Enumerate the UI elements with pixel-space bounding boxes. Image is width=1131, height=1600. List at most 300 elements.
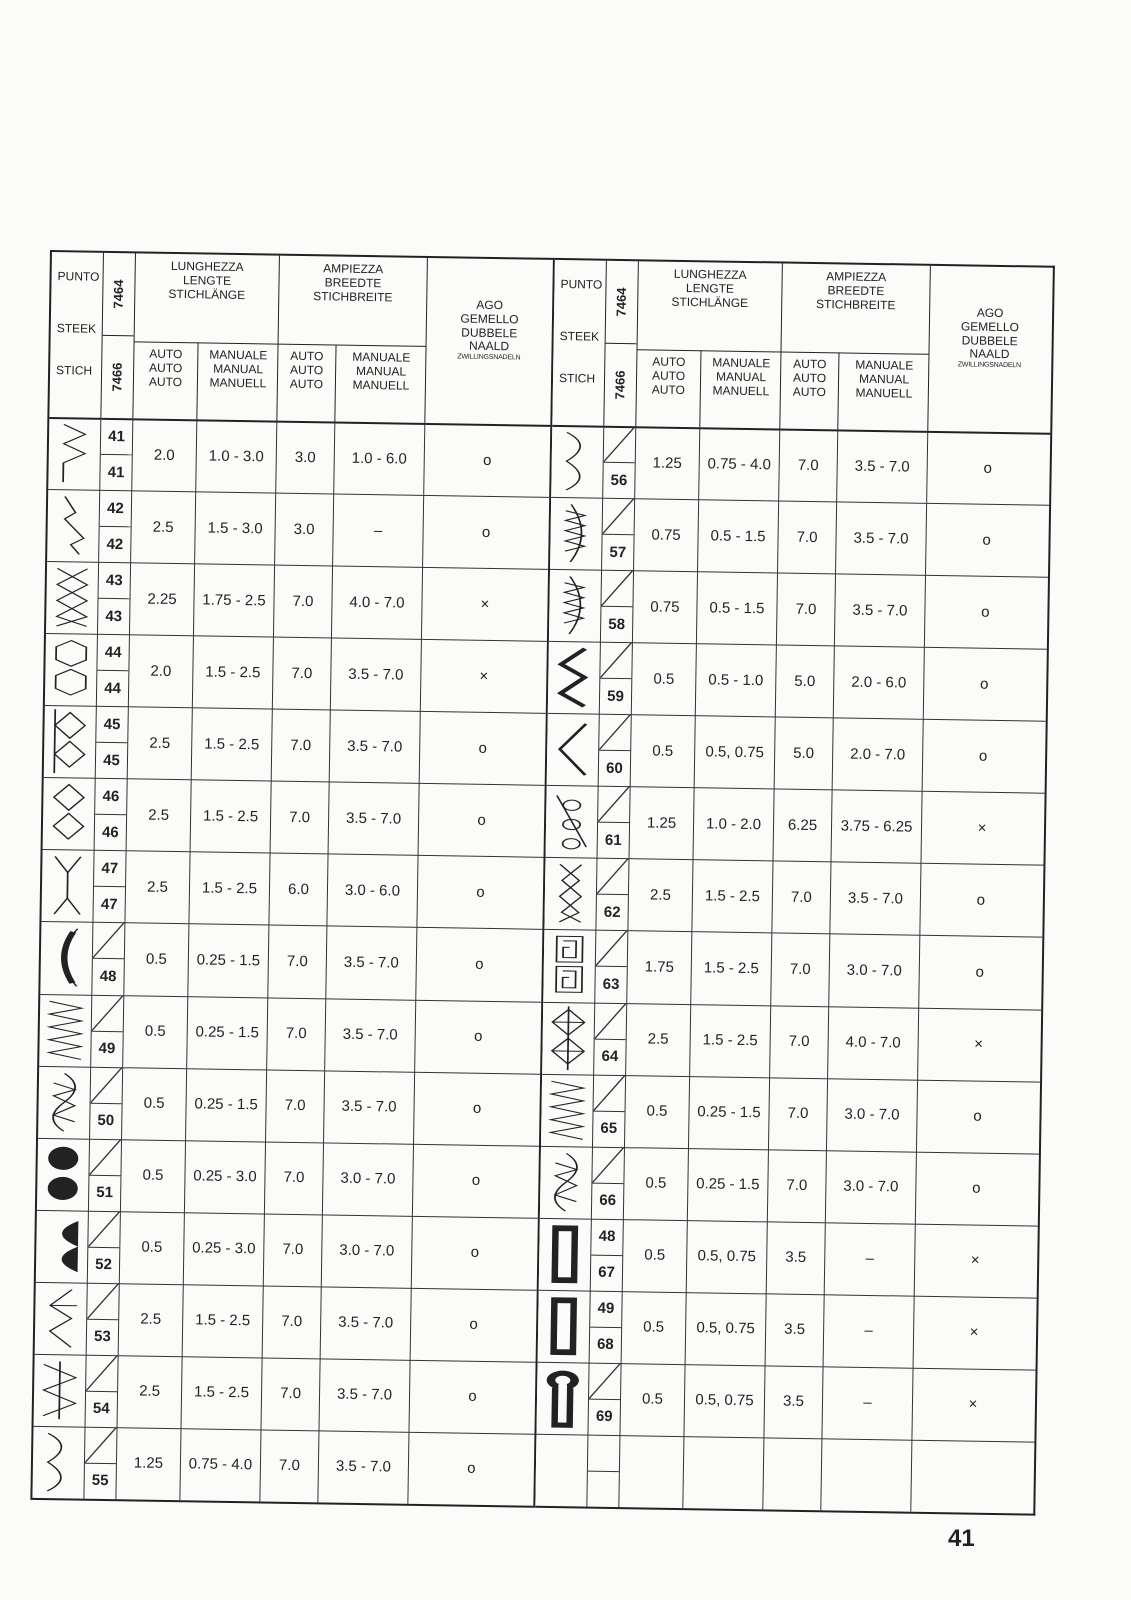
stitch-length-auto-subheader [636, 349, 701, 427]
table-row [549, 569, 1048, 650]
length-manual-value: 0.75 - 4.0 [707, 454, 772, 473]
stitch-length-title-line: LUNGHEZZA [673, 266, 747, 282]
manual-label: MANUALE [352, 349, 411, 365]
width-manual-value-cell [835, 574, 926, 647]
width-manual-value: 3.5 - 7.0 [852, 601, 908, 620]
length-manual-value-cell [187, 996, 268, 1069]
stitch-pattern-cell [550, 497, 603, 570]
length-auto-value-cell [627, 931, 692, 1004]
twin-needle-value [911, 1440, 1032, 1514]
stitch-pattern-cell [543, 929, 596, 1002]
width-auto-value-cell [767, 1221, 826, 1294]
stitch-pattern-cell [539, 1218, 592, 1291]
length-manual-value: 1.0 - 2.0 [705, 815, 762, 834]
width-auto-value: 5.0 [793, 744, 815, 762]
stitch-number-7464 [592, 1146, 624, 1184]
stitch-number-7466: 59 [607, 687, 625, 705]
width-manual-value-cell [333, 494, 424, 567]
width-manual-value: 3.5 - 7.0 [345, 809, 402, 828]
length-auto-value: 0.5 [641, 1390, 664, 1409]
width-auto-value-cell [769, 1077, 828, 1150]
honeycomb-stitch-icon [49, 637, 93, 702]
width-manual-value-cell [323, 1142, 414, 1215]
manual-label: MANUELL [855, 385, 913, 401]
width-auto-value-cell [777, 573, 836, 646]
table-row [538, 1290, 1037, 1371]
width-manual-value-cell [831, 790, 922, 863]
wave-satin-icon [544, 1150, 588, 1215]
length-manual-value-cell [688, 1148, 769, 1221]
width-manual-value-cell [332, 566, 423, 639]
stitch-number-cell [87, 1283, 120, 1356]
model-column-header [101, 253, 136, 418]
stitch-number-7464 [86, 1355, 118, 1393]
stitch-pattern-cell [546, 785, 599, 858]
stitch-number-cell [84, 1427, 117, 1500]
length-manual-value-cell [192, 708, 273, 781]
stitch-number-7466: 57 [609, 543, 627, 561]
stitch-number-7464 [92, 994, 124, 1032]
width-auto-value: 7.0 [284, 1096, 306, 1115]
twin-needle-value-cell [920, 863, 1041, 937]
width-manual-value: 3.0 - 7.0 [846, 961, 902, 980]
auto-label: AUTO [148, 360, 183, 375]
table-row [45, 633, 547, 714]
stitch-number-7466: 47 [100, 895, 118, 914]
width-auto-value-cell [267, 997, 326, 1070]
twin-needle-value-cell [912, 1368, 1033, 1442]
wave-satin-icon [42, 1070, 86, 1135]
width-manual-value-cell [837, 429, 928, 502]
stitch-length-title-line: STICHLÄNGE [168, 286, 246, 302]
width-manual-value-cell [325, 998, 416, 1071]
width-auto-value-cell [262, 1357, 321, 1430]
length-auto-value: 0.75 [650, 598, 680, 616]
twin-needle-title-line: DUBBELE [461, 325, 518, 340]
stitch-pattern-cell [46, 561, 99, 634]
twin-needle-title-line: NAALD [468, 338, 510, 354]
width-auto-value: 7.0 [278, 1457, 300, 1475]
feather-x-icon [46, 853, 90, 918]
length-manual-value-cell [195, 491, 276, 564]
stitch-length-header [636, 261, 783, 428]
stitch-number-7466: 67 [598, 1264, 615, 1282]
auto-label: AUTO [289, 376, 324, 391]
model-7466-label: 7466 [611, 370, 628, 400]
width-auto-value-cell [265, 1141, 324, 1214]
twin-needle-value-cell [414, 1071, 540, 1145]
stitch-pattern-cell [48, 417, 101, 490]
width-auto-value-cell [266, 1069, 325, 1142]
width-manual-value: 3.0 - 7.0 [844, 1105, 900, 1124]
stitch-number-7466: 68 [596, 1336, 614, 1354]
table-row [542, 1001, 1041, 1082]
stitch-pattern-cell [39, 993, 92, 1066]
stitch-pattern-cell [551, 425, 604, 498]
width-manual-value: 2.0 - 7.0 [850, 745, 906, 764]
stitch-width-title-line: BREEDTE [324, 275, 382, 291]
twin-needle-value: o [470, 1243, 480, 1262]
stitch-number-7466: 41 [107, 463, 125, 481]
twin-needle-value: o [475, 955, 484, 973]
twin-needle-value-cell [408, 1432, 534, 1506]
stitch-number-cell [99, 490, 132, 563]
stitch-number-cell [88, 1210, 121, 1283]
length-manual-value-cell [180, 1428, 261, 1501]
stitch-pattern-cell [32, 1426, 85, 1499]
length-auto-value-cell [635, 426, 700, 499]
length-manual-value: 0.25 - 1.5 [196, 951, 261, 970]
length-auto-value-cell [123, 995, 188, 1068]
length-auto-value: 1.25 [652, 454, 682, 472]
stitch-pattern-cell [47, 489, 100, 562]
label-steek: STEEK [56, 321, 97, 336]
width-auto-value-cell [778, 501, 837, 574]
stitch-number-7466: 58 [608, 615, 626, 633]
stitch-number-cell [89, 1138, 122, 1211]
twin-needle-value: o [972, 1179, 981, 1197]
width-manual-value-cell [319, 1358, 410, 1431]
twin-needle-value-cell [412, 1216, 538, 1290]
keyhole-buttonhole-icon [541, 1366, 585, 1431]
table-row [41, 849, 543, 930]
page-number: 41 [948, 1525, 975, 1552]
scallop-satin-icon [44, 925, 88, 990]
width-manual-value-cell [829, 934, 920, 1007]
twin-needle-title-line: GEMELLO [960, 319, 1020, 335]
stitch-number-cell [97, 634, 130, 707]
length-auto-value-cell [625, 1075, 690, 1148]
length-auto-value-cell [626, 1003, 691, 1076]
width-manual-value-cell [826, 1150, 917, 1223]
stitch-column-header [49, 252, 104, 418]
stitch-number-7466: 51 [96, 1184, 114, 1202]
stitch-length-manual-subheader [197, 342, 278, 420]
table-row [536, 1362, 1035, 1443]
width-auto-value-cell [272, 709, 331, 782]
twin-needle-value: o [481, 523, 491, 541]
twin-needle-value: × [977, 819, 987, 837]
twin-needle-value: o [476, 883, 485, 901]
width-auto-value: 6.0 [287, 880, 310, 899]
stitch-pattern-cell [548, 641, 601, 714]
length-auto-value: 0.5 [144, 1022, 166, 1040]
table-row [544, 857, 1043, 938]
width-auto-value: 7.0 [292, 592, 314, 610]
twin-needle-value-cell [411, 1288, 537, 1362]
diamond-cross-icon [546, 1005, 590, 1070]
model-7466-label: 7466 [108, 362, 125, 392]
stitch-number-cell [90, 1066, 123, 1139]
length-manual-value-cell [683, 1436, 764, 1509]
width-manual-value: 3.5 - 7.0 [338, 1313, 394, 1332]
width-auto-value: 7.0 [786, 1176, 808, 1195]
length-auto-value-cell [620, 1363, 685, 1436]
width-auto-value-cell [763, 1437, 822, 1510]
stitch-pattern-cell [44, 705, 97, 778]
length-auto-value: 2.0 [150, 662, 172, 680]
shell-curve-icon [36, 1430, 80, 1495]
stitch-number-7466: 53 [93, 1328, 111, 1346]
stitch-width-title-line: BREEDTE [827, 283, 885, 298]
length-auto-value-cell [631, 714, 696, 787]
twin-needle-value-cell [421, 639, 547, 713]
width-auto-value-cell [271, 781, 330, 854]
width-auto-value: 7.0 [283, 1168, 305, 1187]
model-7464-label: 7464 [110, 279, 126, 309]
width-auto-value-cell [773, 789, 832, 862]
stitch-number-cell [91, 994, 124, 1067]
width-auto-value: 3.0 [293, 520, 315, 538]
stitch-number-7466: 69 [595, 1408, 613, 1426]
twin-needle-value-cell [415, 999, 541, 1073]
stitch-number-7464 [598, 786, 630, 824]
stitch-number-7466: 55 [91, 1472, 109, 1490]
twin-needle-value-cell [911, 1440, 1032, 1514]
length-auto-value: 2.5 [647, 1030, 669, 1048]
length-auto-value [619, 1435, 683, 1508]
stitch-number-7466: 64 [601, 1047, 619, 1066]
width-manual-value: 3.5 - 7.0 [341, 1097, 397, 1116]
zigzag-satin-icon [43, 998, 87, 1063]
width-auto-value: 3.5 [784, 1320, 806, 1339]
width-auto-value-cell [268, 925, 327, 998]
table-row [37, 1138, 539, 1219]
stitch-pattern-cell [544, 857, 597, 930]
width-auto-value [763, 1437, 821, 1510]
cross-stitch-icon [50, 565, 94, 630]
width-manual-value: 3.0 - 7.0 [339, 1241, 395, 1260]
width-auto-value: 7.0 [290, 736, 312, 754]
table-row [48, 417, 550, 498]
stitch-pattern-cell [535, 1434, 588, 1507]
stitch-number-cell [98, 562, 131, 635]
width-auto-value: 7.0 [790, 888, 812, 906]
stitch-length-header [133, 253, 280, 420]
width-auto-value-cell [264, 1213, 323, 1286]
stitch-number-7466: 49 [98, 1039, 116, 1058]
label-punto: PUNTO [560, 277, 603, 292]
length-manual-value-cell [194, 563, 275, 636]
stitch-number-7466: 50 [97, 1111, 115, 1130]
width-auto-value: 5.0 [794, 672, 816, 690]
manual-label: MANUALE [209, 347, 268, 363]
width-auto-value-cell [766, 1293, 825, 1366]
length-manual-value: 0.5 - 1.5 [709, 599, 765, 617]
auto-label: AUTO [652, 354, 686, 369]
table-row [44, 705, 546, 786]
length-auto-value-cell [118, 1355, 183, 1428]
length-auto-value-cell [632, 642, 697, 715]
stitch-number-cell [603, 426, 636, 499]
greek-key-icon [547, 933, 591, 998]
twin-needle-value-cell [916, 1151, 1037, 1225]
stitch-number-7464 [597, 858, 629, 896]
length-auto-value: 2.5 [146, 878, 169, 896]
stitch-number-7466: 54 [92, 1400, 110, 1418]
stitch-number-7464 [85, 1427, 117, 1465]
length-auto-value-cell [634, 498, 699, 571]
twin-needle-title-line: ZWILLINGSNADELN [957, 361, 1021, 370]
twin-needle-value: × [968, 1395, 978, 1414]
model-7464-label: 7464 [613, 287, 629, 317]
width-auto-value: 3.5 [785, 1248, 807, 1267]
length-auto-value: 2.5 [140, 1310, 162, 1329]
length-auto-value-cell [622, 1291, 687, 1364]
length-auto-value: 0.5 [645, 1174, 667, 1192]
stitch-number-7466: 66 [599, 1191, 617, 1210]
arrow-zigzag-icon [39, 1286, 83, 1351]
stitch-number-cell [96, 706, 129, 779]
twin-needle-value-cell [921, 791, 1042, 865]
twin-needle-value: o [471, 1171, 481, 1190]
auto-label: AUTO [651, 368, 686, 383]
stitch-number-cell [591, 1218, 624, 1291]
width-manual-value: 3.5 - 7.0 [854, 457, 910, 476]
length-manual-value: 0.5 - 1.0 [708, 671, 764, 689]
diamond-chain-icon [47, 781, 91, 846]
twin-needle-value: o [477, 811, 486, 829]
twin-needle-value: o [478, 739, 488, 757]
width-manual-value: – [863, 1394, 872, 1412]
stitch-width-header [277, 256, 428, 423]
length-manual-value-cell [193, 635, 274, 708]
length-auto-value-cell [130, 562, 195, 635]
width-manual-value-cell [824, 1294, 915, 1367]
arch-satin-icon [40, 1214, 84, 1279]
width-auto-value: 7.0 [282, 1241, 304, 1259]
width-manual-value-cell [321, 1286, 412, 1359]
stitch-number-7464: 43 [99, 562, 131, 600]
width-manual-value-cell [324, 1070, 415, 1143]
stitch-number-7466: 43 [105, 607, 123, 625]
stitch-number-7466: 46 [101, 823, 119, 842]
twin-needle-value: o [979, 675, 989, 693]
stitch-number-7464 [595, 1002, 627, 1040]
width-manual-value-cell [836, 501, 927, 574]
length-auto-value-cell [121, 1139, 186, 1212]
stitch-number-7464 [588, 1435, 620, 1473]
twin-needle-header [425, 258, 553, 425]
width-manual-value-cell [327, 854, 418, 927]
twin-needle-value-cell [419, 783, 545, 857]
width-auto-value: 7.0 [795, 600, 817, 618]
length-manual-value: 1.5 - 2.5 [204, 735, 260, 754]
width-manual-value: – [865, 1250, 875, 1268]
length-auto-value-cell [619, 1435, 684, 1508]
length-manual-value-cell [691, 932, 772, 1005]
twin-needle-title-line: DUBBELE [961, 332, 1018, 348]
width-manual-value: 3.5 - 7.0 [847, 889, 904, 908]
table-row [547, 713, 1046, 794]
stitch-pattern-cell [536, 1362, 589, 1435]
stitch-pattern-cell [36, 1210, 89, 1283]
table-row [36, 1210, 538, 1291]
length-manual-value: 0.5 - 1.5 [710, 527, 766, 545]
width-auto-value-cell [263, 1285, 322, 1358]
stitch-length-title-line: LENGTE [182, 272, 232, 288]
width-manual-value: 4.0 - 7.0 [845, 1033, 901, 1052]
width-auto-value: 7.0 [787, 1104, 809, 1123]
stitch-pattern-cell [38, 1066, 91, 1139]
manual-label: MANUAL [213, 361, 264, 377]
stitch-number-7464 [596, 930, 628, 968]
stitch-number-cell [601, 570, 634, 643]
length-auto-value-cell [131, 490, 196, 563]
stitch-number-cell [93, 850, 126, 923]
width-manual-value: 3.5 - 7.0 [347, 737, 403, 756]
shell-curve-icon [555, 429, 599, 494]
table-body [32, 417, 550, 1506]
twin-needle-value-cell [420, 711, 546, 785]
manual-label: MANUAL [356, 363, 407, 379]
twin-needle-value: o [473, 1027, 483, 1045]
stitch-chart-table [30, 250, 1055, 1516]
stitch-number-7464: 45 [96, 706, 128, 744]
twin-needle-value-cell [926, 503, 1047, 577]
width-auto-value: 7.0 [291, 664, 313, 682]
wave-zigzag-icon [553, 573, 597, 638]
length-auto-value-cell [129, 634, 194, 707]
length-manual-value: 0.75 - 4.0 [188, 1455, 253, 1474]
twin-needle-value-cell [423, 495, 549, 569]
stitch-number-cell [596, 858, 629, 931]
twin-needle-value: o [976, 891, 986, 909]
stitch-number-7466: 44 [104, 679, 122, 697]
length-auto-value: 1.75 [644, 958, 675, 976]
twin-needle-value-cell [416, 927, 542, 1001]
stitch-number-7464 [93, 922, 125, 960]
width-manual-value-cell [821, 1438, 912, 1511]
feather-stitch-icon [548, 861, 592, 926]
stitch-pattern-cell [41, 849, 94, 922]
stitch-number-7464: 41 [101, 418, 133, 456]
stitch-number-cell [595, 930, 628, 1003]
length-manual-value: 0.5, 0.75 [697, 1247, 757, 1266]
lightning-stitch-icon [51, 493, 95, 558]
length-manual-value-cell [196, 419, 277, 492]
width-manual-value: – [373, 521, 383, 539]
width-manual-value-cell [331, 638, 422, 711]
width-manual-value-cell [326, 926, 417, 999]
stitch-number-7466: 60 [605, 759, 623, 777]
stitch-number-7464 [91, 1066, 123, 1104]
twin-needle-value-cell [918, 1007, 1039, 1081]
twin-needle-value-cell [919, 935, 1040, 1009]
stitch-pattern-cell [45, 633, 98, 706]
length-auto-value: 1.25 [646, 814, 677, 832]
blind-hem-icon [52, 421, 96, 486]
twin-needle-value-cell [422, 567, 548, 641]
stitch-column-header [552, 260, 607, 426]
length-auto-value-cell [119, 1283, 184, 1356]
slant-satin-icon [552, 645, 596, 710]
width-manual-value-cell [318, 1430, 409, 1503]
table-row [546, 785, 1045, 866]
width-auto-value: 7.0 [788, 1032, 810, 1051]
length-auto-value: 0.5 [646, 1102, 668, 1120]
width-auto-value: 6.25 [787, 816, 818, 834]
width-manual-value: 3.5 - 7.0 [336, 1386, 393, 1404]
length-auto-value-cell [630, 787, 695, 860]
stitch-pattern-cell [37, 1138, 90, 1211]
twin-needle-value-cell [924, 647, 1045, 721]
width-manual-value: 3.5 - 7.0 [853, 529, 909, 548]
width-auto-value: 3.5 [782, 1393, 805, 1411]
length-manual-value-cell [188, 924, 269, 997]
stitch-number-7464 [87, 1283, 119, 1321]
stitch-pattern-cell [542, 1001, 595, 1074]
